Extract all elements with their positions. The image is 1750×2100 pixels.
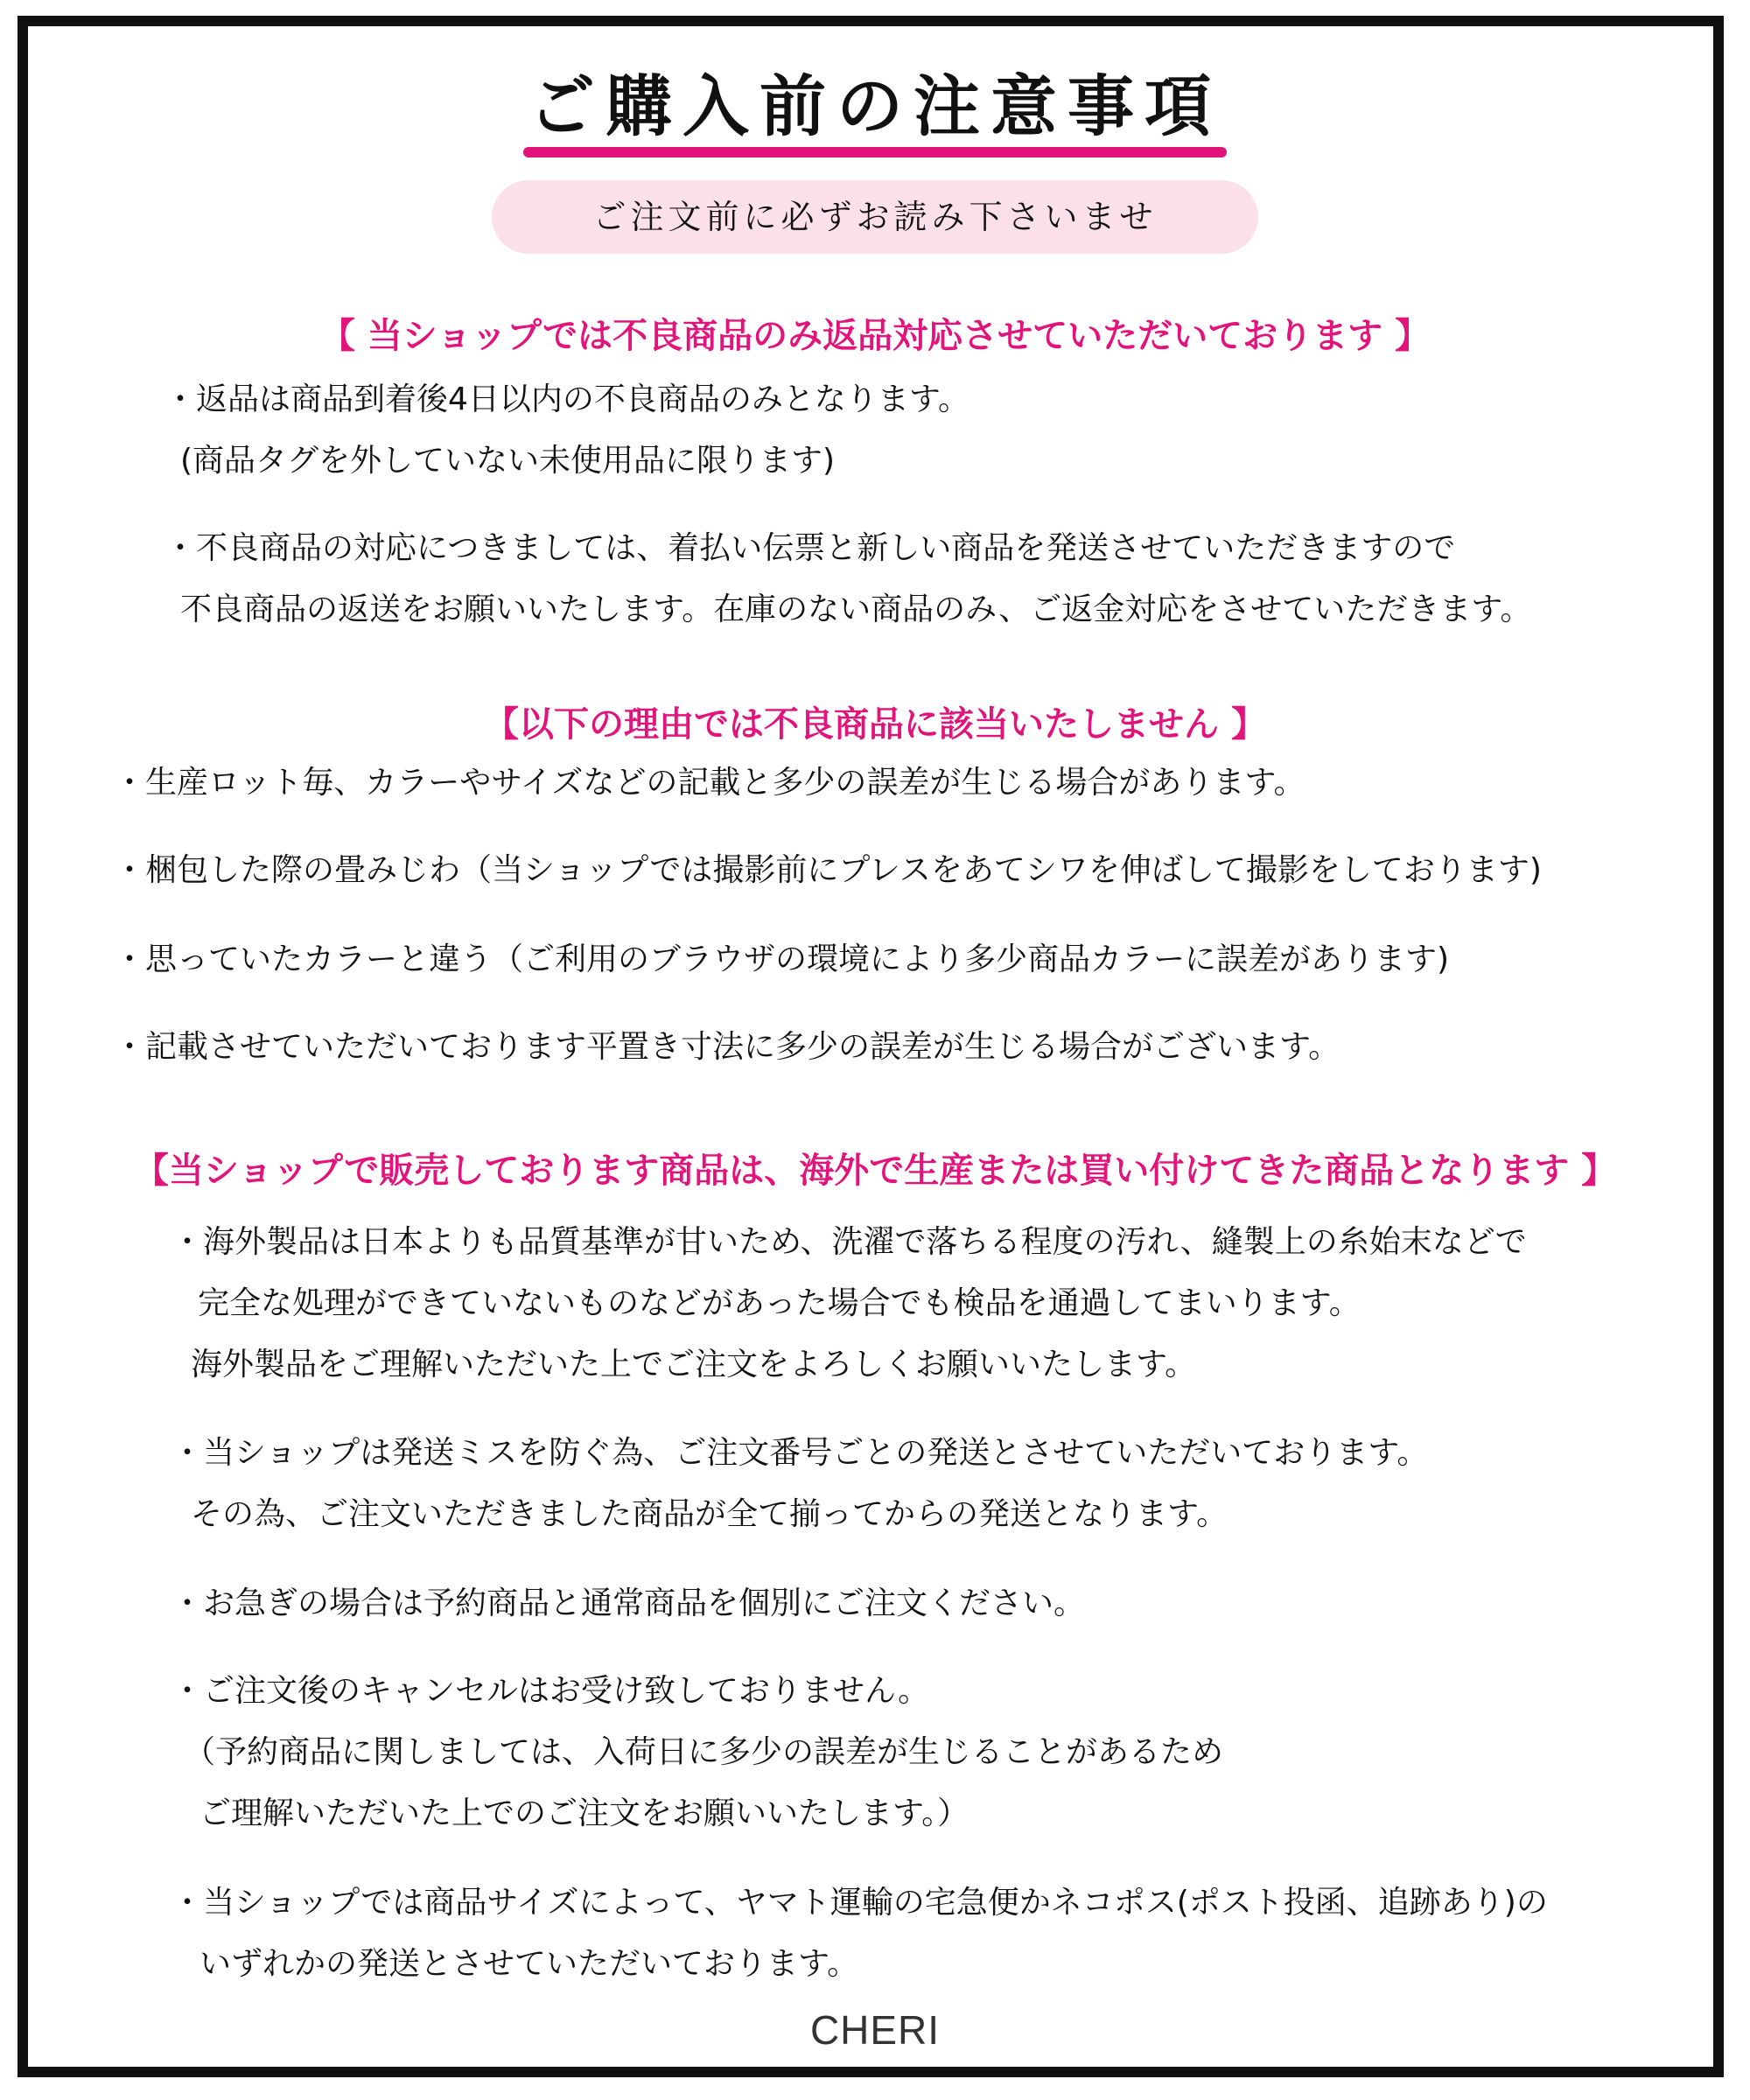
section3-line: その為、ご注文いただきました商品が全て揃ってからの発送となります。 [191, 1496, 1228, 1532]
section2-line: ・記載させていただいております平置き寸法に多少の誤差が生じる場合がございます。 [114, 1029, 1340, 1065]
subtitle-pill: ご注文前に必ずお読み下さいませ [492, 180, 1258, 254]
brand-logo: CHERI [809, 2007, 941, 2053]
section1-line: 不良商品の返送をお願いいたします。在庫のない商品のみ、ご返金対応をさせていただきます。 [180, 592, 1532, 627]
section2-line: ・生産ロット毎、カラーやサイズなどの記載と多少の誤差が生じる場合があります。 [114, 765, 1306, 801]
section1-heading: 【 当ショップでは不良商品のみ返品対応させていただいております 】 [319, 316, 1431, 356]
title-underline [523, 147, 1227, 158]
section2-line: ・梱包した際の畳みじわ（当ショップでは撮影前にプレスをあてシワを伸ばして撮影をしております) [114, 852, 1542, 888]
section1-line: ・返品は商品到着後4日以内の不良商品のみとなります。 [164, 382, 970, 417]
section2-line: ・思っていたカラーと違う（ご利用のブラウザの環境により多少商品カラーに誤差があります) [114, 942, 1450, 977]
page-title: ご購入前の注意事項 [528, 67, 1222, 145]
section3-line: ・当ショップでは商品サイズによって、ヤマト運輸の宅急便かネコポス(ポスト投函、追跡あり)の [172, 1885, 1548, 1921]
section1-line: ・不良商品の対応につきましては、着払い伝票と新しい商品を発送させていただきますので [164, 530, 1456, 566]
section2-heading: 【以下の理由では不良商品に該当いたしません 】 [484, 704, 1266, 745]
section3-line: ・当ショップは発送ミスを防ぐ為、ご注文番号ごとの発送とさせていただいております。 [172, 1435, 1429, 1471]
section3-line: ・お急ぎの場合は予約商品と通常商品を個別にご注文ください。 [172, 1586, 1086, 1621]
section3-line: 完全な処理ができていないものなどがあった場合でも検品を通過してまいります。 [198, 1285, 1361, 1321]
section3-line: ・海外製品は日本よりも品質基準が甘いため、洗濯で落ちる程度の汚れ、縫製上の糸始末などで [172, 1224, 1527, 1260]
section3-line: ご理解いただいた上でのご注文をお願いいたします。） [200, 1796, 970, 1831]
section3-line: ・ご注文後のキャンセルはお受け致しておりません。 [172, 1673, 930, 1709]
section1-line: (商品タグを外していない未使用品に限ります) [180, 443, 836, 479]
section3-line: （予約商品に関しましては、入荷日に多少の誤差が生じることがあるため [184, 1734, 1224, 1770]
section3-line: 海外製品をご理解いただいた上でご注文をよろしくお願いいたします。 [191, 1347, 1197, 1382]
section3-line: いずれかの発送とさせていただいております。 [200, 1946, 859, 1982]
section3-heading: 【当ショップで販売しております商品は、海外で生産または買い付けてきた商品となります 】 [133, 1151, 1617, 1191]
